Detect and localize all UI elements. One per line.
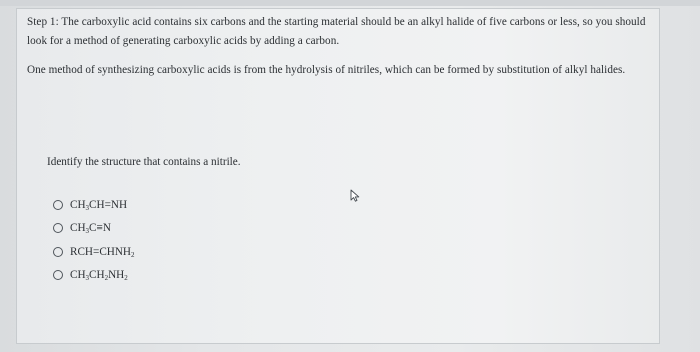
option-label: $CH_3CH=NH$ [70,198,128,212]
option-label: $RCH=CHNH_2$ [70,245,135,259]
radio-button[interactable] [53,270,63,280]
question-prompt: Identify the structure that contains a nitrile. [47,156,241,168]
step-intro-text: Step 1: The carboxylic acid contains six carbons and the starting material should be an alkyl halide of five carbons or less, so you should look for a method of generating carboxylic acids by adding a carbon. [27,16,646,47]
option-label: $CH_3CH_2NH_2$ [70,269,128,283]
radio-button[interactable] [53,223,63,233]
step-method-text: One method of synthesizing carboxylic acids is from the hydrolysis of nitriles, which can be formed by substitution of alkyl halides. [27,64,626,76]
option-rch-chnh2[interactable] [53,240,135,264]
step-explanation [27,13,647,80]
answer-options [53,193,135,287]
question-panel [16,8,660,344]
radio-button[interactable] [53,247,63,257]
option-label: $CH_3C\equiv N$ [70,222,111,236]
mouse-pointer-icon [350,189,360,202]
option-ch3ch2nh2[interactable] [53,264,135,288]
radio-button[interactable] [53,200,63,210]
option-ch3ch-nh[interactable] [53,193,135,217]
option-ch3cn[interactable] [53,217,135,241]
screen-top-edge [0,0,700,6]
